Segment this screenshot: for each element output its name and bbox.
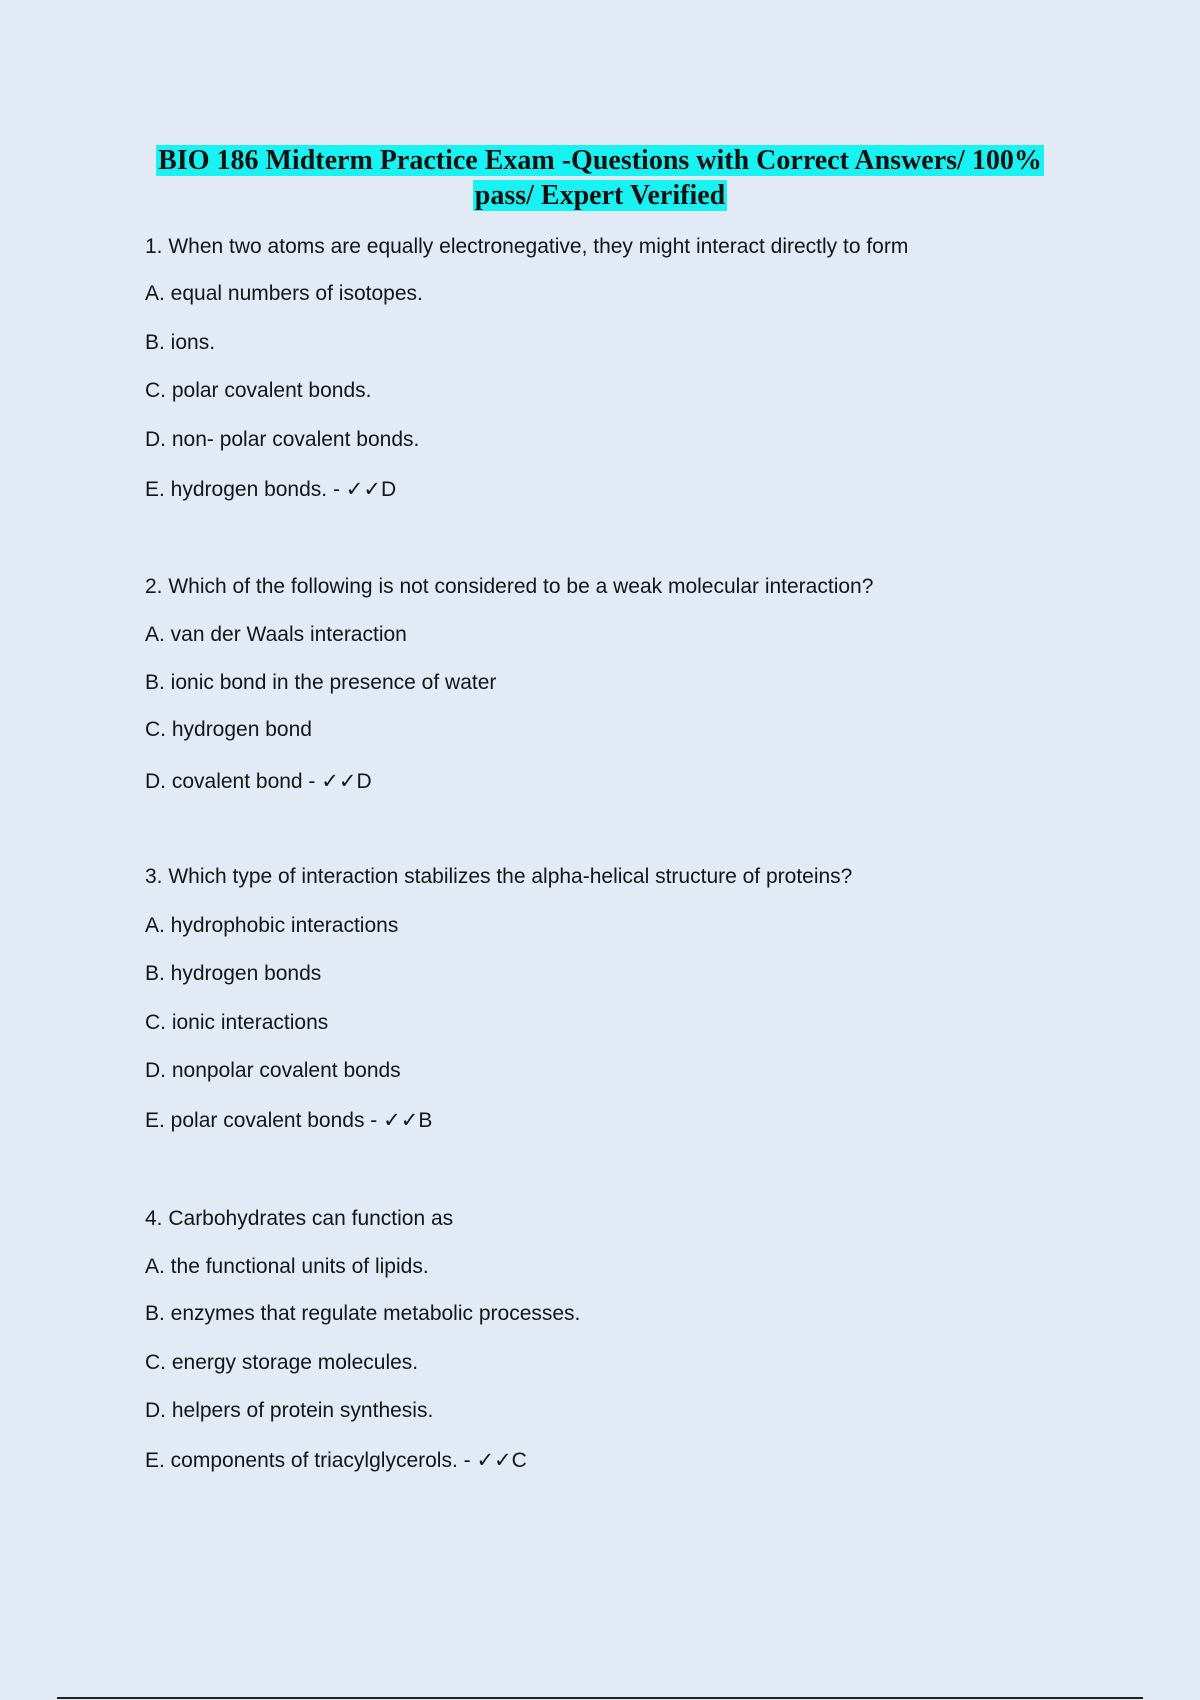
question-1-option-a: A. equal numbers of isotopes. bbox=[145, 282, 423, 305]
question-3-prompt: 3. Which type of interaction stabilizes the alpha-helical structure of proteins? bbox=[145, 865, 853, 888]
question-2-option-a: A. van der Waals interaction bbox=[145, 623, 407, 646]
question-3-option-c: C. ionic interactions bbox=[145, 1011, 329, 1034]
question-1-option-b: B. ions. bbox=[145, 331, 216, 354]
title-line-2: pass/ Expert Verified bbox=[474, 180, 726, 211]
question-2-prompt: 2. Which of the following is not considered to be a weak molecular interaction? bbox=[145, 575, 874, 598]
question-3-option-b: B. hydrogen bonds bbox=[145, 962, 322, 985]
question-3-option-a: A. hydrophobic interactions bbox=[145, 914, 399, 937]
question-2-option-d: D. covalent bond - ✓✓D bbox=[145, 770, 372, 793]
question-4-option-e: E. components of triacylglycerols. - ✓✓C bbox=[145, 1449, 527, 1472]
question-1-option-c: C. polar covalent bonds. bbox=[145, 379, 372, 402]
document-title bbox=[140, 143, 1060, 213]
question-4-option-d: D. helpers of protein synthesis. bbox=[145, 1399, 434, 1422]
question-3-option-d: D. nonpolar covalent bonds bbox=[145, 1059, 401, 1082]
question-1-option-d: D. non- polar covalent bonds. bbox=[145, 428, 420, 451]
question-4-option-c: C. energy storage molecules. bbox=[145, 1351, 419, 1374]
question-4-option-b: B. enzymes that regulate metabolic processes. bbox=[145, 1302, 581, 1325]
page-bottom-divider bbox=[57, 1697, 1143, 1699]
title-line-1: BIO 186 Midterm Practice Exam -Questions with Correct Answers/ 100% bbox=[158, 145, 1042, 176]
question-2-option-c: C. hydrogen bond bbox=[145, 718, 312, 741]
question-4-option-a: A. the functional units of lipids. bbox=[145, 1255, 429, 1278]
question-4-prompt: 4. Carbohydrates can function as bbox=[145, 1207, 454, 1230]
question-3-option-e: E. polar covalent bonds - ✓✓B bbox=[145, 1109, 433, 1132]
question-2-option-b: B. ionic bond in the presence of water bbox=[145, 671, 497, 694]
question-1-prompt: 1. When two atoms are equally electronegative, they might interact directly to form bbox=[145, 235, 909, 258]
question-1-option-e: E. hydrogen bonds. - ✓✓D bbox=[145, 478, 397, 501]
